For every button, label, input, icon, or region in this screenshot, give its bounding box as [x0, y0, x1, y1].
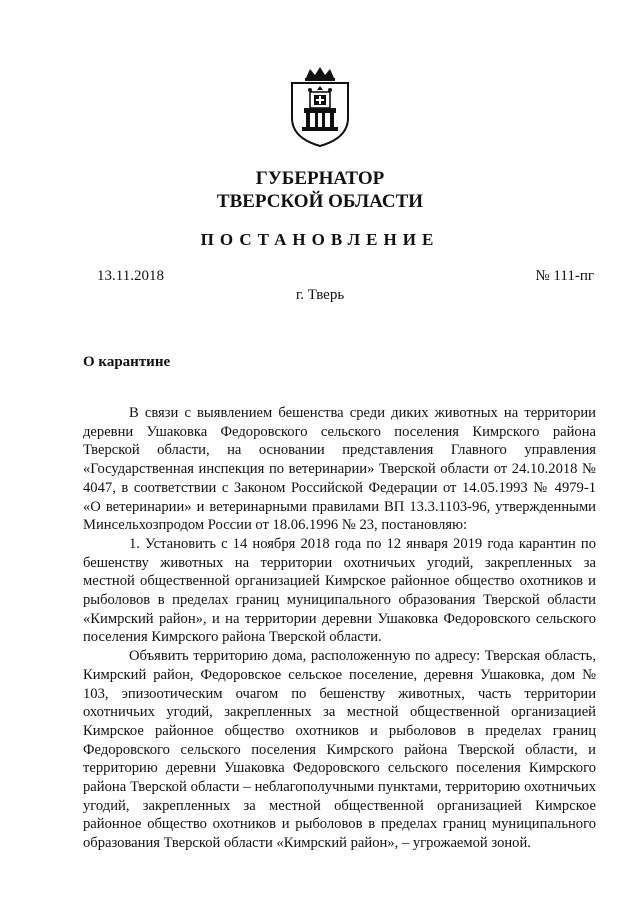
document-number: № 111-пг — [535, 268, 594, 284]
body-paragraph: 1. Установить с 14 ноября 2018 года по 12 января 2019 года карантин по бешенству животных на территории охотничьих угодий, закрепленных за местной общественной организацией Кимрское районное общество охотников и рыболовов в пределах границ муниципального образования Тверской области «Кимрский район», и на территории деревни Ушаковка Федоровского сельского поселения Кимрского района Тверской области. — [83, 535, 596, 646]
body-paragraph: Объявить территорию дома, расположенную по адресу: Тверская область, Кимрский район, Федоровское сельское поселение, деревня Ушаковка, дом № 103, эпизоотическим очагом по бешенству животных, часть территории охотничьих угодий, закрепленных за местной общественной организацией Кимрское районное общество охотников и рыболовов в пределах границ Федоровского сельского поселения Кимрского района Тверской области, и территорию деревни Ушаковка Федоровского сельского поселения Кимрского района Тверской области – неблагополучными пунктами, территорию охотничьих угодий, закрепленных за местной общественной организацией Кимрское районное общество охотников и рыболовов в пределах границ муниципального образования Тверской области «Кимрский район», – угрожаемой зоной. — [83, 648, 596, 852]
coat-of-arms-icon — [286, 66, 354, 148]
authority-region: ТВЕРСКОЙ ОБЛАСТИ — [216, 191, 424, 212]
authority-title: ГУБЕРНАТОР — [255, 168, 385, 189]
document-subject: О карантине — [83, 354, 171, 370]
document-type: ПОСТАНОВЛЕНИЕ — [200, 230, 440, 249]
body-paragraph: В связи с выявлением бешенства среди диких животных на территории деревни Ушаковка Федоровского сельского поселения Кимрского района Тверской области, на основании представления Главного управления «Государственная инспекция по ветеринарии» Тверской области от 24.10.2018 № 4047, в соответствии с Законом Российской Федерации от 14.05.1993 № 4979-1 «О ветеринарии» и ветеринарными правилами ВП 13.3.1103-96, утвержденными Минсельхозпродом России от 18.06.1996 № 23, постановляю: — [83, 405, 596, 534]
document-body — [83, 404, 596, 853]
document-city: г. Тверь — [295, 287, 345, 303]
document-date: 13.11.2018 — [97, 268, 164, 284]
